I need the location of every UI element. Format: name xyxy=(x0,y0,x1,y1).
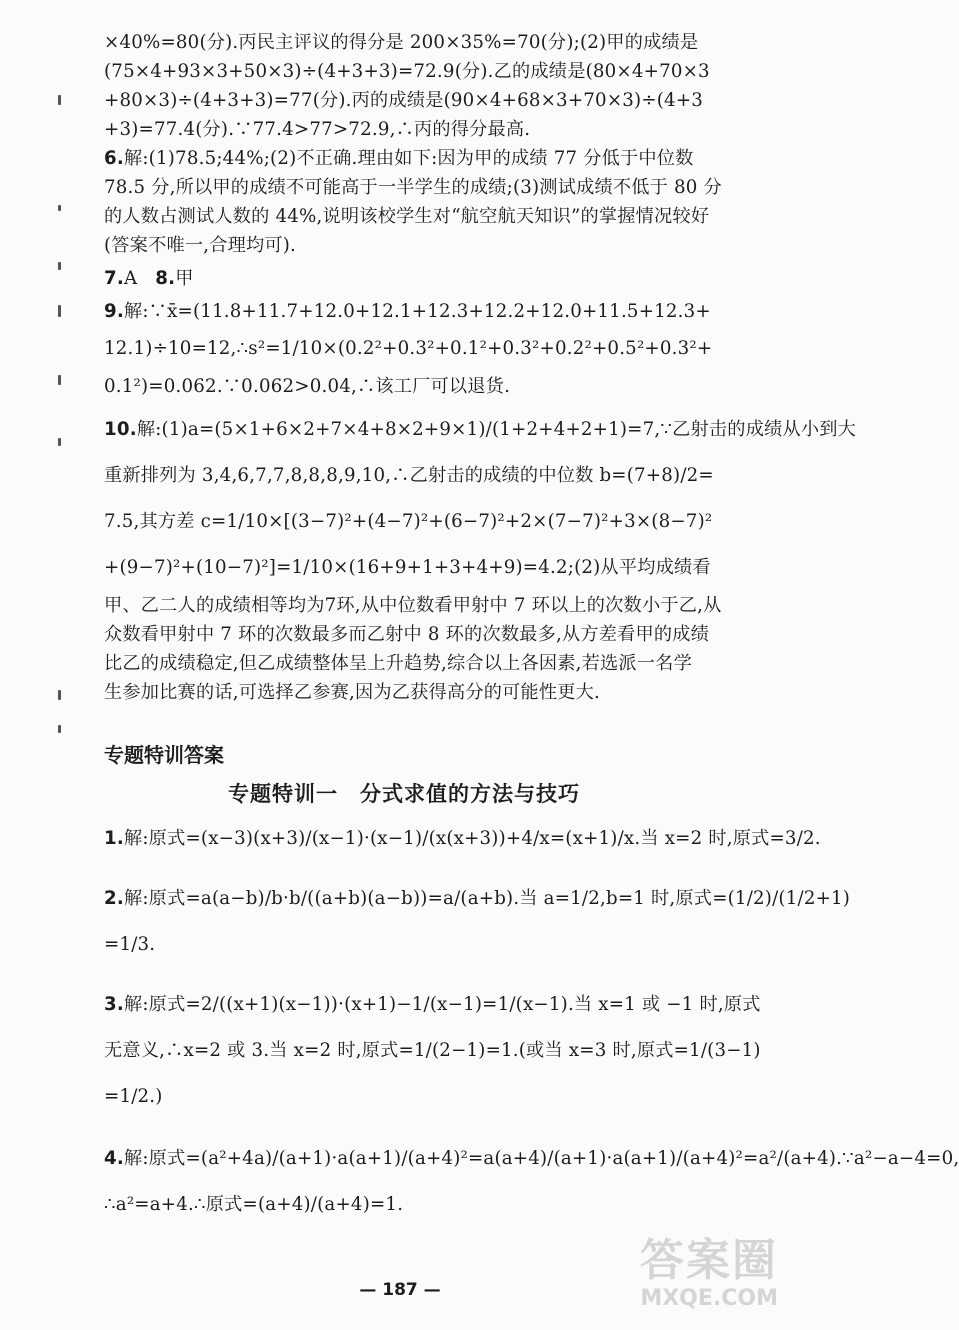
special-answer-1: 1.解:原式=(x−3)(x+3)/(x−1)·(x−1)/(x(x+3))+4/x=(x+1)/x.当 x=2 时,原式=3/2. xyxy=(104,828,821,849)
answer-6: 6.解:(1)78.5;44%;(2)不正确.理由如下:因为甲的成绩 77 分低于中位数 78.5 分,所以甲的成绩不可能高于一半学生的成绩;(3)测试成绩不低于 80 分 的人数占测试人数的 44%,说明该校学生对“航空航天知识”的掌握情况较好 (答案不唯一,合理均可). xyxy=(104,148,722,256)
page-number: — 187 — xyxy=(359,1280,441,1300)
answer-9: 9.解:∵x̄=(11.8+11.7+12.0+12.1+12.3+12.2+12.0+11.5+12.3+ 12.1)÷10=12,∴s²=1/10×(0.2²+0.3²+0.1²+0.3²+0.2²+0.5²+0.3²+ 0.1²)=0.062.∵0.062>0.04,∴该工厂可以退货. xyxy=(104,301,713,397)
answer-7-8: 7.A 8.甲 xyxy=(104,268,194,289)
answer-10: 10.解:(1)a=(5×1+6×2+7×4+8×2+9×1)/(1+2+4+2+1)=7,∵乙射击的成绩从小到大 重新排列为 3,4,6,7,7,8,8,8,9,10,∴乙射击的成绩的中位数 b=(7+8)/2= 7.5,其方差 c=1/10×[(3−7)²+(4−7)²+(6−7)²+2×(7−7)²+3×(8−7)² +(9−7)²+(10−7)²]=1/10×(16+9+1+3+4+9)=4.2;(2)从平均成绩看 甲、乙二人的成绩相等均为7环,从中位数看甲射中 7 环以上的次数小于乙,从 众数看甲射中 7 环的次数最多而乙射中 8 环的次数最多,从方差看甲的成绩 比乙的成绩稳定,但乙成绩整体呈上升趋势,综合以上各因素,若选派一名学 生参加比赛的话,可选择乙参赛,因为乙获得高分的可能性更大. xyxy=(104,419,857,703)
special-answer-2: 2.解:原式=a(a−b)/b·b/((a+b)(a−b))=a/(a+b).当 a=1/2,b=1 时,原式=(1/2)/(1/2+1) =1/3. xyxy=(104,888,851,955)
section-title: 专题特训答案 xyxy=(104,743,224,767)
special-answer-4: 4.解:原式=(a²+4a)/(a+1)·a(a+1)/(a+4)²=a(a+4)/(a+1)·a(a+1)/(a+4)²=a²/(a+4).∵a²−a−4=0, ∴a²=a+4.∴原式=(a+4)/(a+4)=1. xyxy=(104,1148,959,1215)
special-answer-3: 3.解:原式=2/((x+1)(x−1))·(x+1)−1/(x−1)=1/(x−1).当 x=1 或 −1 时,原式 无意义,∴x=2 或 3.当 x=2 时,原式=1/(2−1)=1.(或当 x=3 时,原式=1/(3−1) =1/2.) xyxy=(104,994,761,1107)
q-number: 6. xyxy=(104,148,124,169)
answer-content xyxy=(104,28,959,1228)
binding-margin-marks xyxy=(58,0,72,1330)
section-subtitle: 专题特训一 分式求值的方法与技巧 xyxy=(228,782,580,806)
watermark-logo: 答案圈 MXQE.COM xyxy=(640,1235,778,1311)
q5-continuation: ×40%=80(分).丙民主评议的得分是 200×35%=70(分);(2)甲的成绩是 (75×4+93×3+50×3)÷(4+3+3)=72.9(分).乙的成绩是(80×4+70×3 +80×3)÷(4+3+3)=77(分).丙的成绩是(90×4+68×3+70×3)÷(4+3 +3)=77.4(分).∵77.4>77>72.9,∴丙的得分最高. xyxy=(104,32,710,140)
